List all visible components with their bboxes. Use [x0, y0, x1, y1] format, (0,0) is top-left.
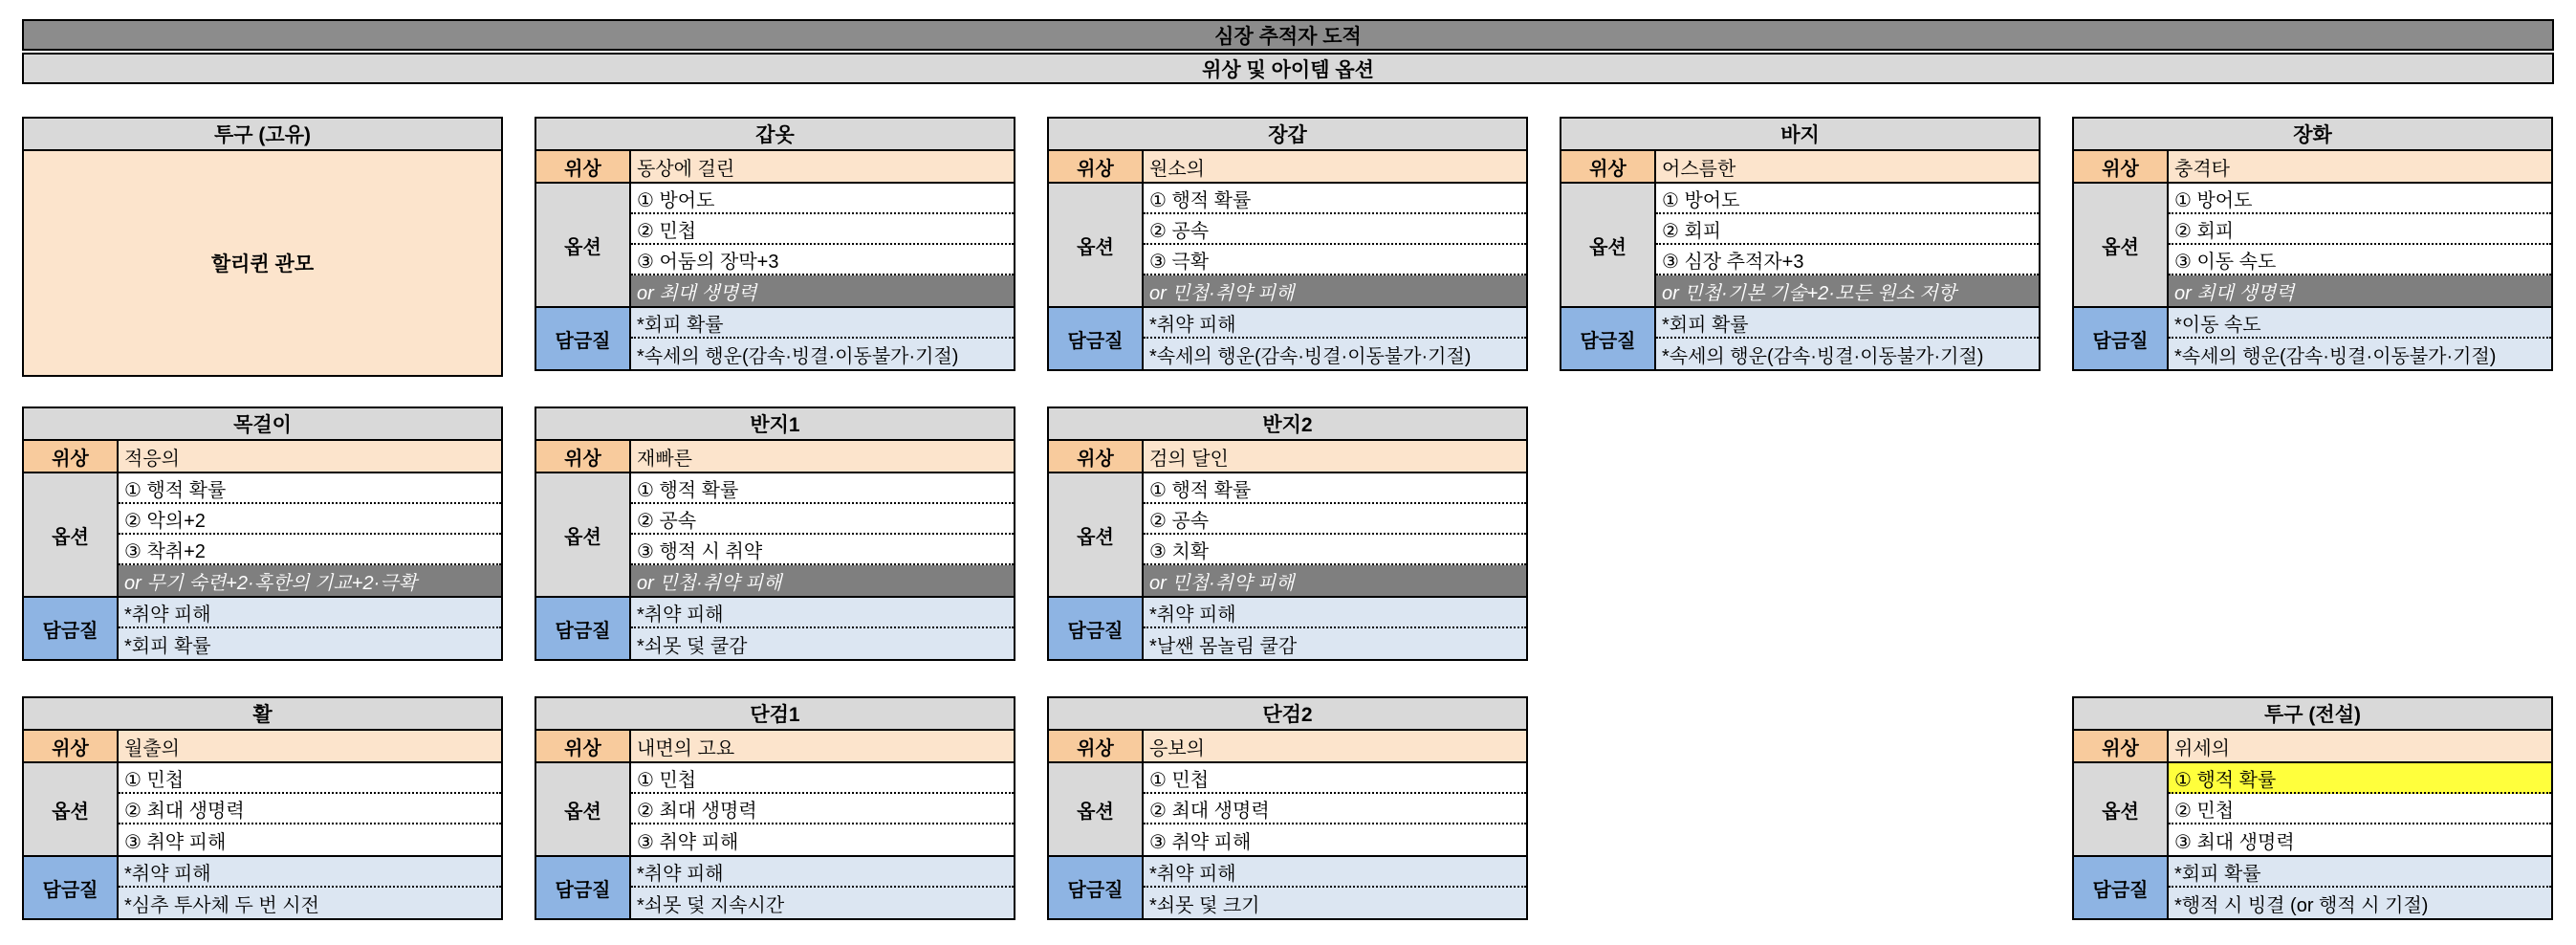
- option-alt: or 민첩·취약 피해: [631, 565, 1014, 596]
- card-unique-helmet: [22, 117, 503, 377]
- card-title: 활: [24, 698, 501, 731]
- wisang-label: 위상: [24, 731, 119, 761]
- option-item: ③ 취약 피해: [124, 831, 227, 853]
- card-title: 바지: [1561, 119, 2039, 151]
- card-ring1: [535, 407, 1015, 661]
- option-item: ② 회피: [1656, 214, 2039, 245]
- wisang-value: 위세의: [2174, 737, 2230, 759]
- option-label: 옵션: [1561, 184, 1656, 306]
- card-title: 갑옷: [536, 119, 1014, 151]
- card-legend-helmet: [2072, 696, 2553, 920]
- damgum-row: [2074, 308, 2551, 369]
- damgum-label: 담금질: [536, 308, 631, 369]
- wisang-label: 위상: [536, 151, 631, 182]
- wisang-label: 위상: [24, 441, 119, 472]
- option-label: 옵션: [24, 763, 119, 855]
- option-item: ② 최대 생명력: [119, 794, 501, 824]
- option-item: ② 공속: [1144, 504, 1526, 535]
- option-item: ① 방어도: [1656, 184, 2039, 214]
- card-title: 단검1: [536, 698, 1014, 731]
- wisang-value: 내면의 고요: [637, 737, 735, 759]
- option-alt: or 최대 생명력: [631, 275, 1014, 306]
- option-item: ③ 어둠의 장막+3: [631, 245, 1014, 275]
- option-item: ③ 착취+2: [119, 535, 501, 565]
- option-item: ③ 심장 추적자+3: [1656, 245, 2039, 275]
- wisang-row: [2074, 731, 2551, 763]
- damgum-label: 담금질: [24, 857, 119, 918]
- option-row: [1049, 763, 1526, 857]
- option-item: ① 방어도: [631, 184, 1014, 214]
- damgum-item: *회피 확률: [2169, 857, 2551, 888]
- damgum-item: *쇠못 덫 쿨감: [637, 635, 748, 657]
- wisang-value: 충격타: [2174, 158, 2230, 180]
- damgum-item: *속세의 행운(감속·빙결·이동불가·기절): [1149, 345, 1472, 367]
- wisang-value: 검의 달인: [1149, 448, 1229, 470]
- option-alt: or 최대 생명력: [2169, 275, 2551, 306]
- option-label: 옵션: [24, 473, 119, 596]
- wisang-value: 어스름한: [1662, 158, 1736, 180]
- option-label: 옵션: [1049, 184, 1144, 306]
- option-item: ② 민첩: [2169, 794, 2551, 824]
- option-row: [536, 763, 1014, 857]
- option-row: [536, 184, 1014, 308]
- option-item: ③ 극확: [1144, 245, 1526, 275]
- wisang-row: [24, 731, 501, 763]
- card-title: 투구 (전설): [2074, 698, 2551, 731]
- damgum-item: *취약 피해: [631, 857, 1014, 888]
- damgum-label: 담금질: [1561, 308, 1656, 369]
- option-item: ② 회피: [2169, 214, 2551, 245]
- option-row: [1049, 184, 1526, 308]
- option-row: [24, 473, 501, 598]
- card-title: 반지1: [536, 408, 1014, 441]
- wisang-value: 원소의: [1149, 158, 1205, 180]
- option-item: ② 민첩: [631, 214, 1014, 245]
- damgum-item: *심추 투사체 두 번 시전: [124, 894, 319, 916]
- wisang-row: [1049, 441, 1526, 473]
- damgum-item: *쇠못 덫 크기: [1149, 894, 1260, 916]
- wisang-label: 위상: [1049, 151, 1144, 182]
- card-gloves: [1047, 117, 1528, 371]
- option-item: ① 민첩: [1144, 763, 1526, 794]
- wisang-row: [1049, 731, 1526, 763]
- card-title: 단검2: [1049, 698, 1526, 731]
- option-label: 옵션: [2074, 184, 2169, 306]
- wisang-label: 위상: [1049, 731, 1144, 761]
- unique-item-name: 할리퀸 관모: [24, 151, 501, 375]
- card-ring2: [1047, 407, 1528, 661]
- option-alt: or 무기 숙련+2·혹한의 기교+2·극확: [119, 565, 501, 596]
- damgum-label: 담금질: [2074, 308, 2169, 369]
- option-item: ② 최대 생명력: [631, 794, 1014, 824]
- card-boots: [2072, 117, 2553, 371]
- option-row: [24, 763, 501, 857]
- damgum-item: *취약 피해: [631, 598, 1014, 628]
- damgum-row: [536, 598, 1014, 659]
- damgum-label: 담금질: [536, 598, 631, 659]
- option-row: [2074, 184, 2551, 308]
- wisang-row: [536, 731, 1014, 763]
- wisang-label: 위상: [1561, 151, 1656, 182]
- wisang-value: 적응의: [124, 448, 180, 470]
- card-necklace: [22, 407, 503, 661]
- option-item: ③ 이동 속도: [2169, 245, 2551, 275]
- damgum-label: 담금질: [24, 598, 119, 659]
- option-item: ② 공속: [1144, 214, 1526, 245]
- wisang-row: [24, 441, 501, 473]
- option-label: 옵션: [1049, 473, 1144, 596]
- damgum-item: *날쌘 몸놀림 쿨감: [1149, 635, 1298, 657]
- option-item: ③ 치확: [1144, 535, 1526, 565]
- damgum-item: *행적 시 빙결 (or 행적 시 기절): [2174, 894, 2429, 916]
- card-armor: [535, 117, 1015, 371]
- wisang-row: [536, 441, 1014, 473]
- option-label: 옵션: [536, 763, 631, 855]
- option-row: [536, 473, 1014, 598]
- page-subtitle: 위상 및 아이템 옵션: [22, 53, 2554, 84]
- wisang-value: 재빠른: [637, 448, 692, 470]
- card-title: 목걸이: [24, 408, 501, 441]
- damgum-item: *쇠못 덫 지속시간: [637, 894, 785, 916]
- option-item: ① 민첩: [119, 763, 501, 794]
- damgum-label: 담금질: [1049, 308, 1144, 369]
- option-row: [1049, 473, 1526, 598]
- option-item: ③ 취약 피해: [637, 831, 739, 853]
- option-label: 옵션: [536, 473, 631, 596]
- card-title: 반지2: [1049, 408, 1526, 441]
- damgum-row: [1049, 308, 1526, 369]
- card-title: 장화: [2074, 119, 2551, 151]
- option-item: ③ 행적 시 취약: [631, 535, 1014, 565]
- wisang-value: 응보의: [1149, 737, 1205, 759]
- option-item: ① 행적 확률: [1144, 473, 1526, 504]
- damgum-item: *취약 피해: [1144, 308, 1526, 339]
- damgum-item: *취약 피해: [119, 857, 501, 888]
- damgum-item: *속세의 행운(감속·빙결·이동불가·기절): [2174, 345, 2497, 367]
- damgum-row: [24, 857, 501, 918]
- damgum-item: *회피 확률: [1656, 308, 2039, 339]
- option-item: ③ 최대 생명력: [2174, 831, 2295, 853]
- damgum-item: *취약 피해: [1144, 598, 1526, 628]
- damgum-row: [1049, 857, 1526, 918]
- option-item: ① 행적 확률: [1144, 184, 1526, 214]
- wisang-label: 위상: [2074, 151, 2169, 182]
- page-title: 심장 추적자 도적: [22, 19, 2554, 51]
- card-title: 장갑: [1049, 119, 1526, 151]
- option-item: ① 민첩: [631, 763, 1014, 794]
- option-alt: or 민첩·기본 기술+2·모든 원소 저항: [1656, 275, 2039, 306]
- option-alt: or 민첩·취약 피해: [1144, 275, 1526, 306]
- damgum-item: *속세의 행운(감속·빙결·이동불가·기절): [637, 345, 959, 367]
- damgum-label: 담금질: [2074, 857, 2169, 918]
- card-pants: [1560, 117, 2041, 371]
- option-item: ① 방어도: [2169, 184, 2551, 214]
- damgum-label: 담금질: [1049, 857, 1144, 918]
- option-label: 옵션: [1049, 763, 1144, 855]
- wisang-row: [536, 151, 1014, 184]
- option-item: ① 행적 확률: [119, 473, 501, 504]
- option-row: [2074, 763, 2551, 857]
- card-dagger1: [535, 696, 1015, 920]
- wisang-label: 위상: [536, 731, 631, 761]
- wisang-row: [2074, 151, 2551, 184]
- option-item: ② 최대 생명력: [1144, 794, 1526, 824]
- card-title: 투구 (고유): [24, 119, 501, 151]
- damgum-row: [24, 598, 501, 659]
- option-alt: or 민첩·취약 피해: [1144, 565, 1526, 596]
- option-item: ③ 취약 피해: [1149, 831, 1252, 853]
- damgum-row: [1561, 308, 2039, 369]
- wisang-label: 위상: [2074, 731, 2169, 761]
- damgum-item: *속세의 행운(감속·빙결·이동불가·기절): [1662, 345, 1984, 367]
- option-label: 옵션: [536, 184, 631, 306]
- damgum-row: [536, 857, 1014, 918]
- damgum-row: [2074, 857, 2551, 918]
- damgum-item: *회피 확률: [124, 635, 211, 657]
- wisang-value: 동상에 걸린: [637, 158, 735, 180]
- card-dagger2: [1047, 696, 1528, 920]
- wisang-label: 위상: [536, 441, 631, 472]
- wisang-label: 위상: [1049, 441, 1144, 472]
- wisang-row: [1049, 151, 1526, 184]
- wisang-value: 월출의: [124, 737, 180, 759]
- damgum-label: 담금질: [1049, 598, 1144, 659]
- option-row: [1561, 184, 2039, 308]
- damgum-row: [1049, 598, 1526, 659]
- option-item: ① 행적 확률: [631, 473, 1014, 504]
- damgum-item: *회피 확률: [631, 308, 1014, 339]
- wisang-row: [1561, 151, 2039, 184]
- damgum-item: *취약 피해: [119, 598, 501, 628]
- option-item: ② 공속: [631, 504, 1014, 535]
- damgum-row: [536, 308, 1014, 369]
- option-item: ① 행적 확률: [2169, 763, 2551, 794]
- option-label: 옵션: [2074, 763, 2169, 855]
- option-item: ② 악의+2: [119, 504, 501, 535]
- damgum-label: 담금질: [536, 857, 631, 918]
- card-bow: [22, 696, 503, 920]
- damgum-item: *이동 속도: [2169, 308, 2551, 339]
- damgum-item: *취약 피해: [1144, 857, 1526, 888]
